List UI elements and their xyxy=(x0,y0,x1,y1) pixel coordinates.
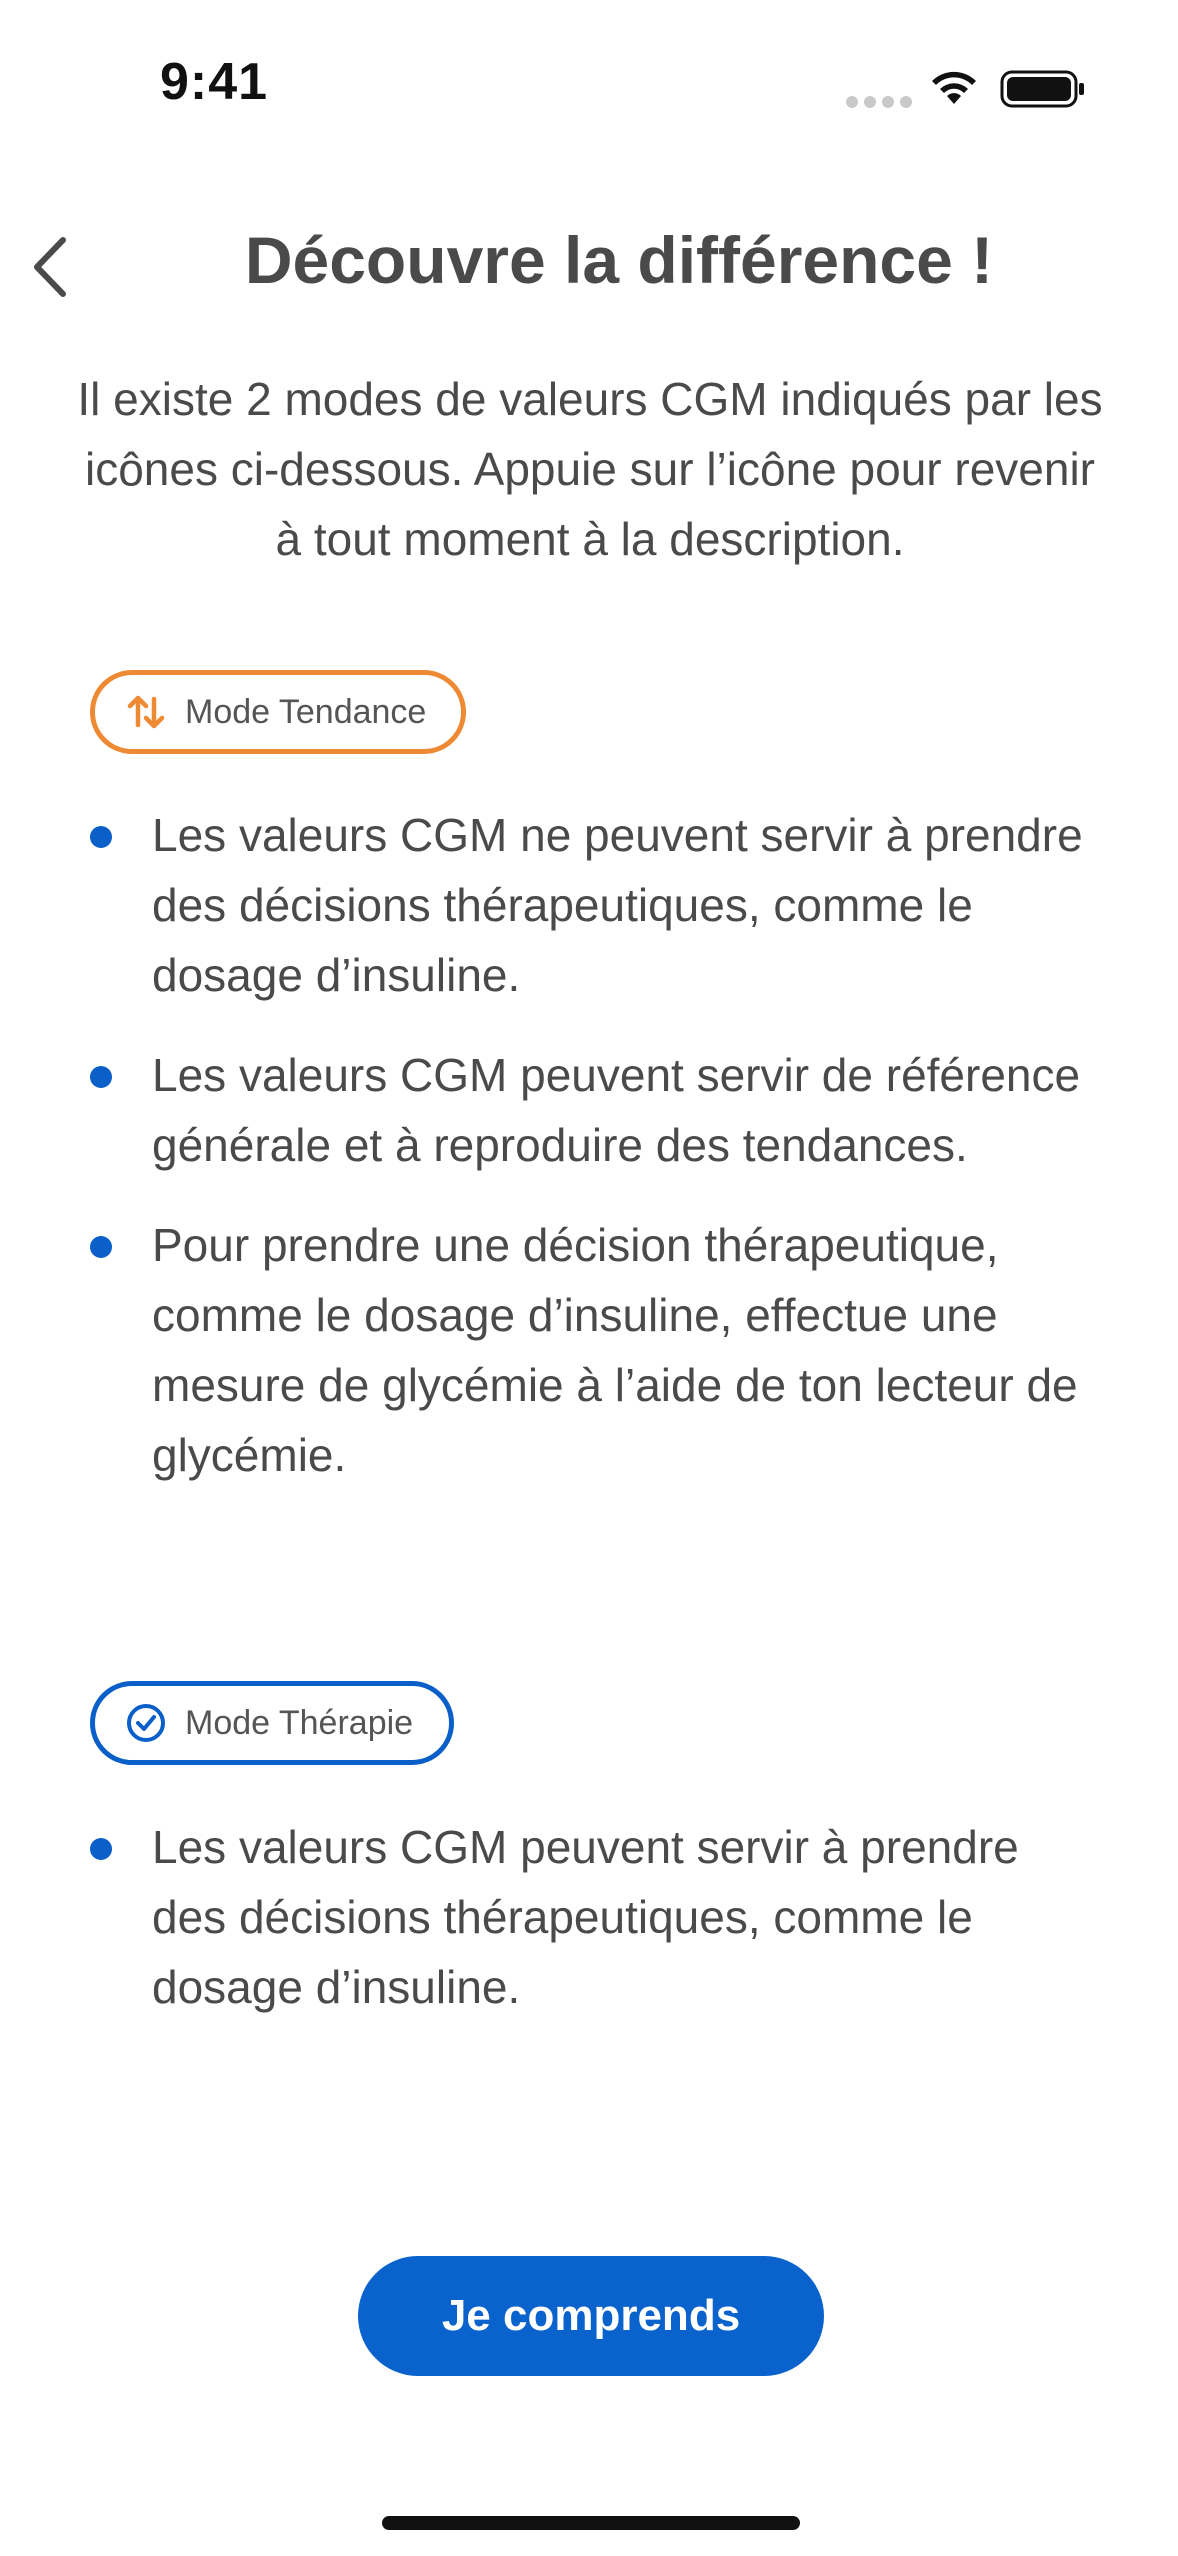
mode-therapie-label: Mode Thérapie xyxy=(185,1703,414,1742)
signal-dots-icon xyxy=(846,96,912,108)
list-item: Les valeurs CGM peuvent servir à prendre des décisions thérapeutiques, comme le dosage d’insuline. xyxy=(90,1812,1100,2022)
bullet-dot-icon xyxy=(90,1236,112,1258)
list-item: Les valeurs CGM ne peuvent servir à prendre des décisions thérapeutiques, comme le dosage d’insuline. xyxy=(90,800,1100,1010)
status-time: 9:41 xyxy=(160,53,269,111)
mode-tendance-label: Mode Tendance xyxy=(185,692,427,731)
bullet-dot-icon xyxy=(90,1066,112,1088)
up-down-arrows-icon xyxy=(125,691,167,733)
list-item: Les valeurs CGM peuvent servir de référence générale et à reproduire des tendances. xyxy=(90,1040,1100,1180)
back-button[interactable] xyxy=(14,222,84,312)
list-item: Pour prendre une décision thérapeutique, comme le dosage d’insuline, effectue une mesure de glycémie à l’aide de ton lecteur de glycémie. xyxy=(90,1210,1100,1490)
bullet-dot-icon xyxy=(90,1838,112,1860)
bullet-dot-icon xyxy=(90,826,112,848)
status-bar xyxy=(0,0,1178,150)
intro-text: Il existe 2 modes de valeurs CGM indiqués par les icônes ci-dessous. Appuie sur l’icône pour revenir à tout moment à la description. xyxy=(77,373,1103,565)
wifi-icon xyxy=(928,66,980,108)
tendance-bullet-list xyxy=(90,800,1100,1520)
mode-therapie-badge[interactable] xyxy=(90,1681,454,1765)
header xyxy=(0,200,1178,330)
therapie-bullet-list xyxy=(90,1812,1100,2052)
je-comprends-button[interactable]: Je comprends xyxy=(358,2256,824,2376)
chevron-left-icon xyxy=(29,234,69,300)
mode-tendance-badge[interactable] xyxy=(90,670,466,754)
home-indicator xyxy=(382,2516,800,2530)
battery-icon xyxy=(1000,70,1086,108)
page-title: Découvre la différence ! xyxy=(244,223,994,297)
check-circle-icon xyxy=(125,1702,167,1744)
